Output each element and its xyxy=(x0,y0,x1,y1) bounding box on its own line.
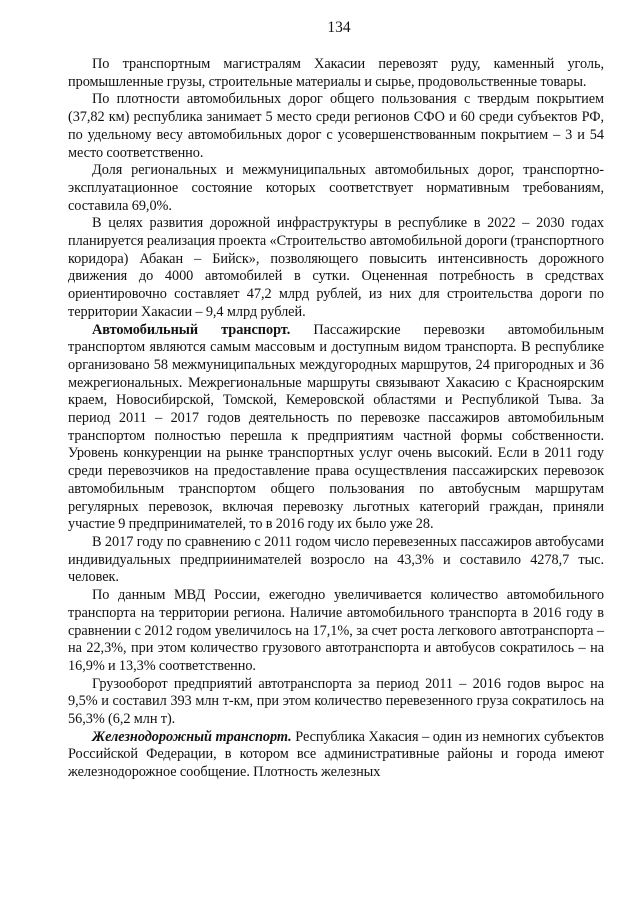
paragraph-passengers-2017 xyxy=(68,534,604,587)
paragraph-text: В 2017 году по сравнению с 2011 годом число перевезенных пассажиров автобусами индивидуальных предприинимателей возросло на 43,3% и составило 4278,7 тыс. человек. xyxy=(68,533,604,586)
paragraph-text: Республика Хакасия – один из немногих субъектов Российской Федерации, в котором все административные районы и города имеют железнодорожное сообщение. Плотность железных xyxy=(68,728,604,781)
paragraph-text: По транспортным магистралям Хакасии перевозят руду, каменный уголь, промышленные грузы, строительные материалы и сырье, продовольственные товары. xyxy=(68,56,604,90)
paragraph-freight-turnover xyxy=(68,676,604,729)
paragraph-mvd-data xyxy=(68,587,604,676)
paragraph-road-density xyxy=(68,91,604,162)
paragraph-text: По данным МВД России, ежегодно увеличивается количество автомобильного транспорта на территории региона. Наличие автомобильного транспорта в 2016 году в сравнении с 2012 годом увеличилось на 17,1%, за счет роста легкового автотранспорта – на 22,3%, при этом количество грузового автотранспорта и автобусов сократилось – на 16,9% и 13,3% соответственно. xyxy=(68,587,604,674)
paragraph-text: Грузооборот предприятий автотранспорта за период 2011 – 2016 годов вырос на 9,5% и составил 393 млн т-км, при этом количество перевезенного груза сократилось на 56,3% (6,2 млн т). xyxy=(68,675,604,728)
paragraph-road-project xyxy=(68,215,604,321)
paragraph-text: Доля региональных и межмуниципальных автомобильных дорог, транспортно-эксплуатационное состояние которых соответствует нормативным требованиям, составила 69,0%. xyxy=(68,162,604,214)
paragraph-railway-transport xyxy=(68,729,604,782)
document-page xyxy=(68,18,604,782)
paragraph-auto-transport xyxy=(68,322,604,534)
section-heading-railway-transport: Железнодорожный транспорт. xyxy=(92,728,292,745)
page-number: 134 xyxy=(327,19,351,36)
paragraph-text: По плотности автомобильных дорог общего пользования с твердым покрытием (37,82 км) республика занимает 5 место среди регионов СФО и 60 среди субъектов РФ, по удельному весу автомобильных дорог с усовершенствованным покрытием – 3 и 54 место соответственно. xyxy=(68,91,604,161)
paragraph-road-condition xyxy=(68,162,604,215)
paragraph-text: Пассажирские перевозки автомобильным транспортом являются самым массовым и доступным видом транспорта. В республике организовано 58 межмуниципальных междугородных маршрутов, 24 пригородных и 36 межрегиональных. Межрегиональные маршруты связывают Хакасию с Красноярским краем, Новосибирской, Томской, Кемеровской областями и Республикой Тыва. За период 2011 – 2017 годов деятельность по перевозке пассажиров автомобильным транспортом полностью перешла к предприятиям частной формы собственности. Уровень конкуренции на рынке транспортных услуг очень высокий. Если в 2011 году среди перевозчиков на предоставление права осуществления пассажирских перевозок автомобильным транспортом общего пользования по автобусным маршрутам регулярных перевозок, включая перевозку льготных категорий граждан, приняли участие 9 предпринимателей, то в 2016 году их было уже 28. xyxy=(68,321,604,533)
paragraph-cargo-types xyxy=(68,56,604,91)
paragraph-text: В целях развития дорожной инфраструктуры в республике в 2022 – 2030 годах планируется реализация проекта «Строительство автомобильной дороги (транспортного коридора) Абакан – Бийск», позволяющего повысить интенсивность дорожного движения до 4000 автомобилей в сутки. Оцененная потребность в средствах ориентировочно составляет 47,2 млрд рублей, из них для строительства дороги по территории Хакасии – 9,4 млрд рублей. xyxy=(68,215,604,320)
section-heading-auto-transport: Автомобильный транспорт. xyxy=(92,321,291,338)
